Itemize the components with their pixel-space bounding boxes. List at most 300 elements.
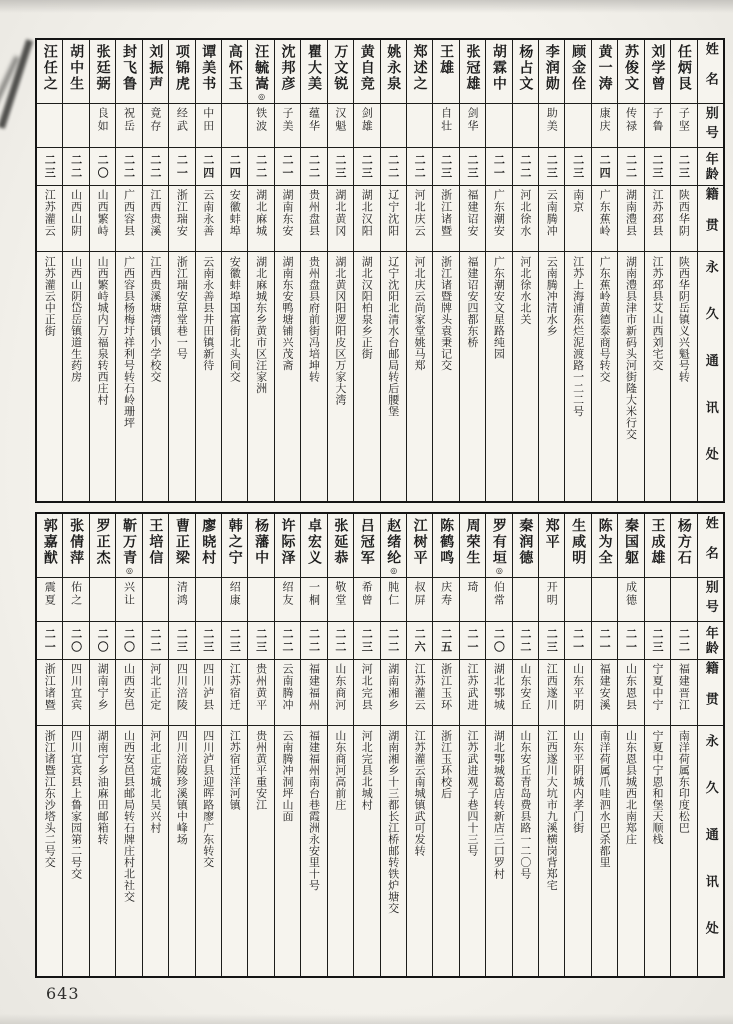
person-column — [591, 40, 617, 501]
alias-cell: 震夏 — [37, 578, 62, 622]
person-column — [564, 40, 590, 501]
name-cell — [354, 514, 379, 578]
person-column — [89, 40, 115, 501]
native-place-cell: 河北正定 — [143, 660, 168, 726]
age-cell: 二〇 — [63, 622, 88, 660]
header-age: 年龄 — [698, 622, 723, 660]
alias-cell: 绍康 — [222, 578, 247, 622]
person-name: 封飞鲁 — [121, 44, 137, 92]
native-place-cell: 安徽蚌埠 — [222, 186, 247, 252]
address-cell: 安徽蚌埠国富街北头间交 — [228, 256, 242, 383]
native-place-cell: 福建安溪 — [592, 660, 617, 726]
name-cell — [301, 40, 326, 104]
alias-cell: 剑雄 — [354, 104, 379, 148]
age-cell: 二一 — [275, 148, 300, 186]
alias-cell — [196, 578, 221, 622]
address-cell: 江西贵溪塘湾镇小学校交 — [148, 256, 162, 383]
name-cell — [37, 40, 62, 104]
alias-cell: 传禄 — [618, 104, 643, 148]
native-place-cell: 江苏灌云 — [407, 660, 432, 726]
native-place-cell: 辽宁沈阳 — [381, 186, 406, 252]
age-cell: 二三 — [433, 148, 458, 186]
alias-cell: 竟存 — [143, 104, 168, 148]
age-cell: 二二 — [301, 148, 326, 186]
age-cell: 二二 — [513, 622, 538, 660]
header-age: 年龄 — [698, 148, 723, 186]
age-cell: 二二 — [513, 148, 538, 186]
address-cell: 辽宁沈阳北清水台邮局转后腰堡 — [386, 256, 400, 417]
person-name: 胡霖中 — [490, 44, 507, 92]
native-place-cell: 河北徐水 — [513, 186, 538, 252]
alias-cell: 子鲁 — [645, 104, 670, 148]
address-cell: 四川泸县迎晖路廖广东转交 — [201, 730, 215, 868]
native-place-cell: 福建诏安 — [460, 186, 485, 252]
native-place-cell: 山东安丘 — [513, 660, 538, 726]
age-cell: 二三 — [671, 148, 696, 186]
alias-cell — [486, 104, 511, 148]
person-column — [459, 40, 485, 501]
person-name: 谭美书 — [200, 44, 217, 92]
person-name: 生咸明 — [570, 518, 587, 566]
person-name: 杨方石 — [675, 518, 692, 566]
native-place-cell: 山东平阴 — [565, 660, 590, 726]
native-place-cell: 云南腾冲 — [539, 186, 564, 252]
person-column — [327, 40, 353, 501]
address-cell: 南洋荷属爪哇泗水巴杀都里 — [598, 730, 612, 868]
person-name: 项锦虎 — [173, 44, 190, 92]
address-cell: 湖北黄冈阳逻阳皮区万家大湾 — [333, 256, 347, 406]
person-name: 廖晓村 — [200, 518, 217, 566]
address-cell: 云南腾冲清水乡 — [545, 256, 559, 337]
person-name: 黄自竞 — [358, 44, 375, 92]
native-place-cell: 江苏宿迁 — [222, 660, 247, 726]
native-place-cell: 陕西华阴 — [671, 186, 696, 252]
native-place-cell: 山东商河 — [328, 660, 353, 726]
alias-cell: 助美 — [539, 104, 564, 148]
age-cell: 二三 — [222, 622, 247, 660]
person-name: 赵绪纶 — [385, 518, 402, 566]
person-name: 曹正梁 — [173, 518, 190, 566]
alias-cell: 伯常 — [486, 578, 511, 622]
header-alias: 别号 — [698, 578, 723, 622]
header-name: 姓名 — [698, 514, 723, 578]
alias-cell — [37, 104, 62, 148]
address-cell: 浙江诸暨牌头袁秉记交 — [439, 256, 453, 371]
native-place-cell: 江西遂川 — [539, 660, 564, 726]
age-cell: 二〇 — [90, 622, 115, 660]
native-place-cell: 河北庆云 — [407, 186, 432, 252]
person-column — [300, 40, 326, 501]
person-name: 江树平 — [411, 518, 428, 566]
address-cell: 湖北麻城东乡黄市区汪家洲 — [254, 256, 268, 394]
directory-table-top — [35, 38, 725, 503]
person-name: 罗正杰 — [94, 518, 111, 566]
alias-cell — [671, 578, 696, 622]
alias-cell — [513, 104, 538, 148]
alias-cell: 剑华 — [460, 104, 485, 148]
name-annotation-mark: ◎ — [257, 92, 267, 101]
name-cell — [513, 514, 538, 578]
age-cell: 二二 — [381, 622, 406, 660]
age-cell: 二三 — [169, 622, 194, 660]
age-cell: 二二 — [63, 148, 88, 186]
alias-cell: 蕴华 — [301, 104, 326, 148]
alias-cell: 敬堂 — [328, 578, 353, 622]
native-place-cell: 湖北汉阳 — [354, 186, 379, 252]
person-column — [37, 514, 62, 976]
header-native-place: 籍贯 — [698, 186, 723, 252]
person-name: 吕冠军 — [358, 518, 375, 566]
name-cell — [222, 40, 247, 104]
alias-cell: 成德 — [618, 578, 643, 622]
alias-cell: 清鸿 — [169, 578, 194, 622]
person-column — [617, 40, 643, 501]
person-name: 顾金佺 — [570, 44, 587, 92]
person-name: 沈邦彦 — [279, 44, 296, 92]
header-column — [697, 40, 723, 501]
native-place-cell: 浙江瑞安 — [169, 186, 194, 252]
native-place-cell: 山东恩县 — [618, 660, 643, 726]
name-cell — [671, 514, 696, 578]
native-place-cell: 浙江玉环 — [433, 660, 458, 726]
address-cell: 贵州盘县府前街冯培坤转 — [307, 256, 321, 383]
age-cell: 二四 — [592, 148, 617, 186]
age-cell: 二二 — [116, 148, 141, 186]
alias-cell — [381, 104, 406, 148]
person-name: 张倩萍 — [68, 518, 85, 566]
alias-cell — [645, 578, 670, 622]
address-cell: 四川宜宾县上鲁家园第二号交 — [69, 730, 83, 880]
age-cell: 二二 — [328, 622, 353, 660]
alias-cell: 铁波 — [248, 104, 273, 148]
address-cell: 湖北鄂城葛店转新店三口罗村 — [492, 730, 506, 880]
address-cell: 浙江诸暨江东沙塔头二号交 — [43, 730, 57, 868]
alias-cell: 子美 — [275, 104, 300, 148]
name-cell — [275, 40, 300, 104]
name-cell — [116, 40, 141, 104]
native-place-cell: 湖北鄂城 — [486, 660, 511, 726]
name-cell — [143, 40, 168, 104]
person-column — [115, 40, 141, 501]
person-name: 汪任之 — [41, 44, 58, 92]
person-name: 苏俊文 — [623, 44, 640, 92]
address-cell: 云南腾冲洞坪山面 — [281, 730, 295, 822]
age-cell: 二四 — [222, 148, 247, 186]
address-cell: 浙江玉环校后 — [439, 730, 453, 799]
address-cell: 河北徐水北关 — [518, 256, 532, 325]
person-name: 刘学曾 — [649, 44, 666, 92]
person-name: 陈鹤鸣 — [438, 518, 455, 566]
address-cell: 江西遂川大坑市九溪横岗背郑宅 — [545, 730, 559, 891]
native-place-cell: 河北完县 — [354, 660, 379, 726]
name-cell — [565, 514, 590, 578]
native-place-cell: 云南永善 — [196, 186, 221, 252]
age-cell: 二二 — [671, 622, 696, 660]
person-column — [538, 514, 564, 976]
native-place-cell: 江西贵溪 — [143, 186, 168, 252]
native-place-cell: 福建福州 — [301, 660, 326, 726]
address-cell: 宁夏中宁恩和堡天顺栈 — [650, 730, 664, 845]
name-cell — [169, 514, 194, 578]
address-cell: 广东蕉岭黄德泰商号转交 — [598, 256, 612, 383]
person-name: 胡中生 — [68, 44, 85, 92]
native-place-cell: 江苏武进 — [460, 660, 485, 726]
name-cell — [63, 514, 88, 578]
alias-cell — [143, 578, 168, 622]
person-column — [62, 40, 88, 501]
address-cell: 河北庆云尚家堂姚马郑 — [413, 256, 427, 371]
native-place-cell: 湖南湘乡 — [381, 660, 406, 726]
name-cell — [407, 40, 432, 104]
name-cell — [354, 40, 379, 104]
alias-cell: 一桐 — [301, 578, 326, 622]
address-cell: 湖南澧县津市新码头河街隆大米行交 — [624, 256, 638, 440]
native-place-cell: 湖南澧县 — [618, 186, 643, 252]
alias-cell: 中田 — [196, 104, 221, 148]
native-place-cell: 四川泸县 — [196, 660, 221, 726]
scan-noise-top — [0, 0, 733, 13]
alias-cell — [407, 104, 432, 148]
native-place-cell: 宁夏中宁 — [645, 660, 670, 726]
person-column — [564, 514, 590, 976]
person-name: 汪毓嵩 — [253, 44, 270, 92]
name-annotation-mark: ◎ — [389, 566, 399, 575]
address-cell: 广东潮安文星路纯园 — [492, 256, 506, 360]
alias-cell: 良如 — [90, 104, 115, 148]
address-cell: 江苏灌云南城镇武可发转 — [413, 730, 427, 857]
address-cell: 云南永善县井田镇新待 — [201, 256, 215, 371]
alias-cell — [565, 104, 590, 148]
age-cell: 二一 — [565, 622, 590, 660]
address-cell: 山东平阴城内孝门街 — [571, 730, 585, 834]
name-cell — [381, 514, 406, 578]
address-cell: 江苏宿迁洋河镇 — [228, 730, 242, 811]
alias-cell: 佑之 — [63, 578, 88, 622]
person-column — [512, 514, 538, 976]
native-place-cell: 湖北麻城 — [248, 186, 273, 252]
person-name: 姚永泉 — [385, 44, 402, 92]
address-cell: 江苏邳县艾山西刘宅交 — [650, 256, 664, 371]
native-place-cell: 贵州黄平 — [248, 660, 273, 726]
name-cell — [90, 514, 115, 578]
alias-cell — [63, 104, 88, 148]
name-cell — [222, 514, 247, 578]
age-cell: 二一 — [37, 622, 62, 660]
address-cell: 江苏上海浦东烂泥渡路一二二号 — [571, 256, 585, 417]
name-cell — [116, 514, 141, 578]
person-column — [195, 514, 221, 976]
age-cell: 二三 — [196, 622, 221, 660]
person-name: 黄一涛 — [596, 44, 613, 92]
native-place-cell: 山西山阴 — [63, 186, 88, 252]
address-cell: 山西繁峙城内万福泉转西庄村 — [96, 256, 110, 406]
person-name: 瞿大美 — [305, 44, 322, 92]
alias-cell: 经武 — [169, 104, 194, 148]
person-column — [380, 514, 406, 976]
alias-cell: 子坚 — [671, 104, 696, 148]
native-place-cell: 云南腾冲 — [275, 660, 300, 726]
name-cell — [328, 40, 353, 104]
native-place-cell: 湖南东安 — [275, 186, 300, 252]
age-cell: 二三 — [460, 148, 485, 186]
address-cell: 福建诏安四都东桥 — [465, 256, 479, 348]
person-name: 郭嘉猷 — [41, 518, 58, 566]
person-column — [327, 514, 353, 976]
address-cell: 河北正定城北吴兴村 — [148, 730, 162, 834]
person-name: 秦国躯 — [623, 518, 640, 566]
person-column — [168, 514, 194, 976]
header-native-place: 籍贯 — [698, 660, 723, 726]
alias-cell: 开明 — [539, 578, 564, 622]
name-cell — [275, 514, 300, 578]
age-cell: 二二 — [381, 148, 406, 186]
age-cell: 二三 — [565, 148, 590, 186]
person-name: 杨藩中 — [253, 518, 270, 566]
person-column — [670, 40, 696, 501]
address-cell: 山东商河高前庄 — [333, 730, 347, 811]
alias-cell — [222, 104, 247, 148]
person-column — [115, 514, 141, 976]
person-column — [591, 514, 617, 976]
name-cell — [196, 514, 221, 578]
address-cell: 山东恩县城西北南郑庄 — [624, 730, 638, 845]
name-annotation-mark: ◎ — [125, 566, 134, 575]
age-cell: 二二 — [248, 148, 273, 186]
person-column — [353, 40, 379, 501]
person-column — [432, 40, 458, 501]
person-name: 任炳艮 — [675, 44, 692, 92]
age-cell: 二一 — [618, 622, 643, 660]
name-cell — [433, 514, 458, 578]
page-number: 643 — [46, 984, 80, 1003]
age-cell: 二三 — [645, 622, 670, 660]
directory-table-bottom — [35, 512, 725, 978]
person-column — [37, 40, 62, 501]
native-place-cell: 四川涪陵 — [169, 660, 194, 726]
person-column — [644, 514, 670, 976]
person-name: 郑平 — [543, 518, 560, 550]
person-name: 靳万青 — [121, 518, 137, 566]
native-place-cell: 福建晋江 — [671, 660, 696, 726]
person-column — [485, 514, 511, 976]
age-cell: 二二 — [407, 148, 432, 186]
age-cell: 二〇 — [90, 148, 115, 186]
address-cell: 山西安邑县邮局转石牌庄村北社交 — [122, 730, 136, 903]
person-column — [512, 40, 538, 501]
alias-cell — [513, 578, 538, 622]
alias-cell: 自壮 — [433, 104, 458, 148]
name-cell — [539, 40, 564, 104]
age-cell: 二二 — [618, 148, 643, 186]
native-place-cell: 湖北黄冈 — [328, 186, 353, 252]
person-column — [670, 514, 696, 976]
native-place-cell: 山西安邑 — [116, 660, 141, 726]
header-name: 姓名 — [698, 40, 723, 104]
name-cell — [592, 40, 617, 104]
header-alias: 别号 — [698, 104, 723, 148]
person-column — [380, 40, 406, 501]
person-name: 刘振声 — [147, 44, 164, 92]
person-name: 张冠雄 — [464, 44, 481, 92]
name-cell — [539, 514, 564, 578]
age-cell: 二三 — [328, 148, 353, 186]
name-cell — [592, 514, 617, 578]
age-cell: 二二 — [143, 622, 168, 660]
person-name: 卓宏义 — [305, 518, 322, 566]
person-column — [459, 514, 485, 976]
alias-cell: 汉魁 — [328, 104, 353, 148]
header-column — [697, 514, 723, 976]
name-cell — [486, 514, 511, 578]
address-cell: 浙江瑞安草堂巷一号 — [175, 256, 189, 360]
name-cell — [248, 514, 273, 578]
address-cell: 贵州黄平重安江 — [254, 730, 268, 811]
name-cell — [671, 40, 696, 104]
address-cell: 山西山阴岱岳镇道生药房 — [69, 256, 83, 383]
native-place-cell: 湖南宁乡 — [90, 660, 115, 726]
alias-cell: 庆寿 — [433, 578, 458, 622]
name-cell — [486, 40, 511, 104]
person-column — [485, 40, 511, 501]
age-cell: 二三 — [354, 622, 379, 660]
person-name: 万文锐 — [332, 44, 349, 92]
person-column — [142, 514, 168, 976]
native-place-cell: 江苏灌云 — [37, 186, 62, 252]
address-cell: 湖南湘乡十三都长江桥邮转铁炉塘交 — [386, 730, 400, 914]
address-cell: 南洋荷属东印度松巴 — [677, 730, 691, 834]
name-cell — [328, 514, 353, 578]
native-place-cell: 广西容县 — [116, 186, 141, 252]
person-column — [617, 514, 643, 976]
alias-cell: 希曾 — [354, 578, 379, 622]
person-name: 韩之宁 — [226, 518, 243, 566]
alias-cell — [90, 578, 115, 622]
alias-cell: 康庆 — [592, 104, 617, 148]
name-cell — [169, 40, 194, 104]
address-cell: 江苏灌云中正街 — [43, 256, 57, 337]
person-column — [89, 514, 115, 976]
person-name: 李润勋 — [543, 44, 560, 92]
alias-cell — [592, 578, 617, 622]
native-place-cell: 广东潮安 — [486, 186, 511, 252]
person-name: 秦润德 — [517, 518, 534, 566]
age-cell: 二三 — [539, 622, 564, 660]
person-name: 陈为全 — [596, 518, 613, 566]
person-column — [353, 514, 379, 976]
person-column — [406, 40, 432, 501]
age-cell: 二四 — [196, 148, 221, 186]
native-place-cell: 浙江诸暨 — [37, 660, 62, 726]
person-column — [300, 514, 326, 976]
alias-cell: 琦 — [460, 578, 485, 622]
age-cell: 二一 — [460, 622, 485, 660]
name-cell — [513, 40, 538, 104]
person-column — [432, 514, 458, 976]
person-name: 许际泽 — [279, 518, 296, 566]
age-cell: 二六 — [407, 622, 432, 660]
person-name: 张延恭 — [332, 518, 349, 566]
person-name: 张廷弼 — [94, 44, 111, 92]
age-cell: 二二 — [275, 622, 300, 660]
name-cell — [460, 514, 485, 578]
name-cell — [143, 514, 168, 578]
person-column — [274, 40, 300, 501]
age-cell: 二二 — [143, 148, 168, 186]
person-name: 高怀玉 — [226, 44, 243, 92]
alias-cell: 叔屏 — [407, 578, 432, 622]
age-cell: 二三 — [645, 148, 670, 186]
person-column — [142, 40, 168, 501]
